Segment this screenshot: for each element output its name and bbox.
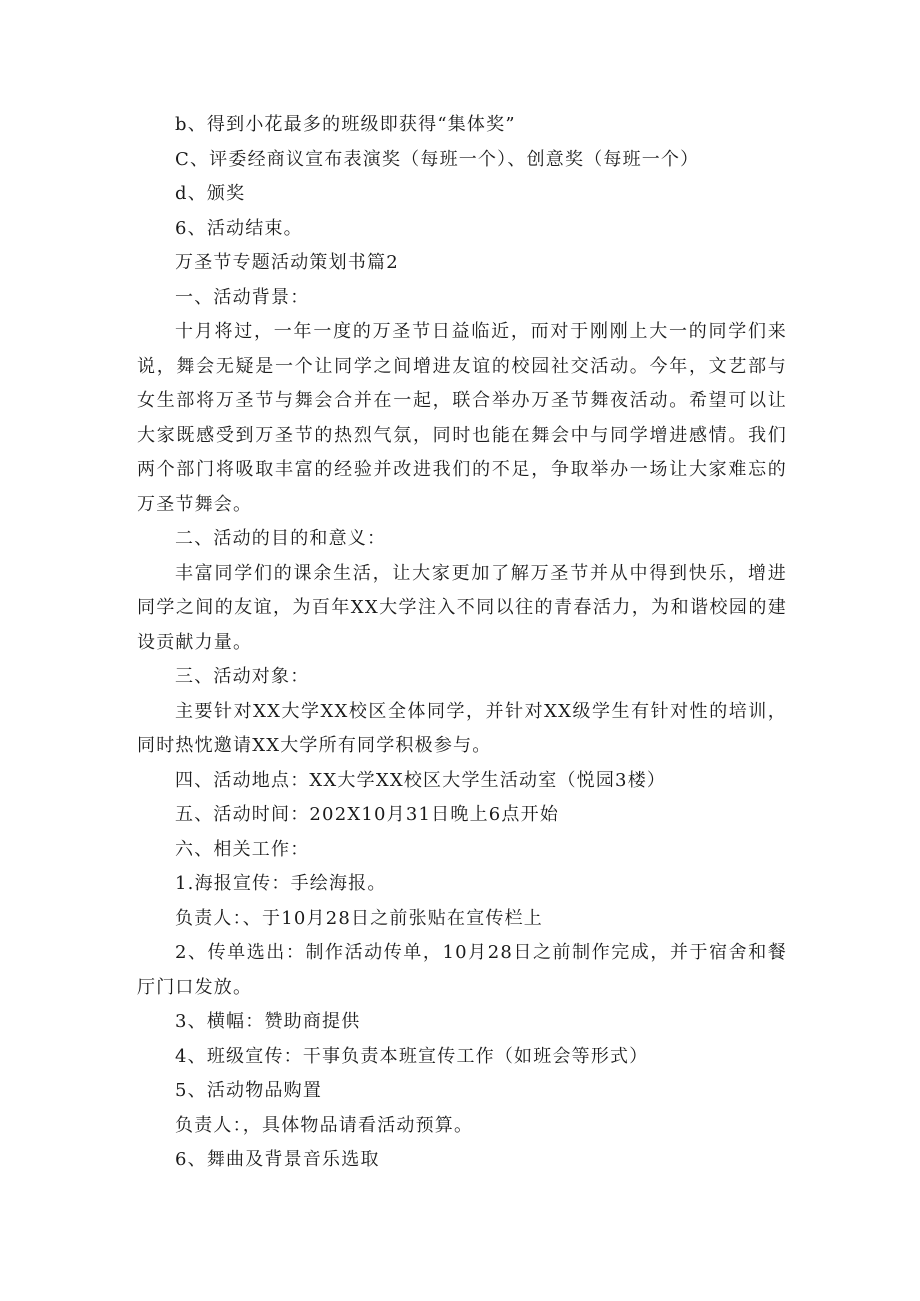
location-paragraph: 四、活动地点：XX大学XX校区大学生活动室（悦园3楼）	[175, 769, 667, 791]
award-performance-paragraph: C、评委经商议宣布表演奖（每班一个）、创意奖（每班一个）	[175, 148, 700, 170]
target-heading: 三、活动对象：	[175, 666, 310, 687]
work-poster-paragraph: 1.海报宣传：手绘海报。	[175, 873, 387, 894]
work-class-paragraph: 4、班级宣传：干事负责本班宣传工作（如班会等形式）	[175, 1045, 649, 1067]
background-heading: 一、活动背景：	[175, 286, 310, 308]
work-music-paragraph: 6、舞曲及背景音乐选取	[175, 1149, 380, 1170]
target-body: 主要针对XX大学XX校区全体同学，并针对XX级学生有针对性的培训，同时热忱邀请XX大学所有同学积极参与。	[137, 700, 787, 756]
work-poster-owner-paragraph: 负责人：、于10月28日之前张贴在宣传栏上	[175, 907, 544, 929]
background-body: 十月将过，一年一度的万圣节日益临近，而对于刚刚上大一的同学们来说，舞会无疑是一个让同学之间增进友谊的校园社交活动。今年，文艺部与女生部将万圣节与舞会合并在一起，联合举办万圣节舞夜活动。希望可以让大家既感受到万圣节的热烈气氛，同时也能在舞会中与同学增进感情。我们两个部门将吸取丰富的经验并改进我们的不足，争取举办一场让大家难忘的万圣节舞会。	[137, 321, 787, 515]
award-ceremony-paragraph: d、颁奖	[175, 183, 246, 204]
work-purchase-paragraph: 5、活动物品购置	[175, 1080, 323, 1101]
purpose-body: 丰富同学们的课余生活，让大家更加了解万圣节并从中得到快乐，增进同学之间的友谊，为百年XX大学注入不同以往的青春活力，为和谐校园的建设贡献力量。	[137, 562, 787, 653]
purpose-heading: 二、活动的目的和意义：	[175, 528, 387, 549]
award-collective-paragraph: b、得到小花最多的班级即获得“集体奖”	[175, 114, 516, 135]
work-purchase-owner-paragraph: 负责人：，具体物品请看活动预算。	[175, 1114, 474, 1136]
work-banner-paragraph: 3、横幅：赞助商提供	[175, 1011, 361, 1032]
section-title: 万圣节专题活动策划书篇2	[175, 252, 399, 273]
document-body	[137, 108, 787, 1178]
work-flyer-paragraph: 2、传单选出：制作活动传单，10月28日之前制作完成，并于宿舍和餐厅门口发放。	[137, 942, 787, 998]
activity-end-paragraph: 6、活动结束。	[175, 217, 303, 239]
work-heading: 六、相关工作：	[175, 838, 310, 860]
time-paragraph: 五、活动时间：202X10月31日晚上6点开始	[175, 804, 560, 825]
